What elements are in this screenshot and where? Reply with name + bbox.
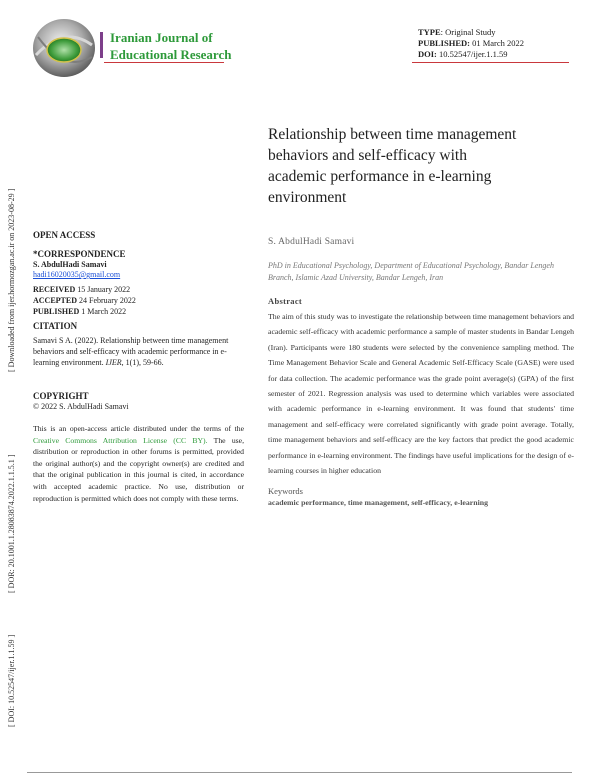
published-label: PUBLISHED: (418, 38, 470, 48)
author-name: S. AbdulHadi Samavi (268, 237, 355, 247)
license-text (33, 423, 244, 504)
citation-text (33, 335, 244, 368)
author-affiliation: PhD in Educational Psychology, Department of Educational Psychology, Bandar Lengeh Branch, Islamic Azad University, Bandar Lengeh, Iran (268, 261, 554, 282)
open-access-label: OPEN ACCESS (33, 230, 96, 240)
citation-journal: IJER (105, 358, 122, 367)
license-pre: This is an open-access article distributed under the terms of the (33, 424, 244, 433)
footer-rule (27, 772, 572, 773)
received-label: RECEIVED (33, 285, 76, 294)
abstract-heading: Abstract (268, 296, 303, 306)
keywords-text: academic performance, time management, self-efficacy, e-learning (268, 498, 488, 507)
abstract-text: The aim of this study was to investigate the relationship between time management behaviors and academic self-efficacy with academic performance a sample of master students in Bandar Lengeh (Iran). Participants were 180 students were selected by the convenience sampling method. The Time Management Behavior Scale and General Academic Self-Efficacy Scale (GASE) were used for data collection. The academic performance was the grade point average(s) (GPA) of the first semester of 2021. Regression analysis was used to determine which variables were associated with academic performance in e-learning environment. It was found that students' time management and self-efficacy were correlated significantly with grade point average. Totally, time management behaviors and self-efficacy are the key factors that predict the good academic performance in e-learning environment. The findings have useful implications for the design of e-learning courses in higher education (268, 312, 574, 476)
accepted-value: 24 February 2022 (77, 296, 136, 305)
article-title: Relationship between time management behaviors and self-efficacy with academic performance in e-learning environment (268, 126, 517, 206)
article-dates (33, 284, 244, 317)
copyright-text: © 2022 S. AbdulHadi Samavi (33, 402, 129, 411)
meta-rule (412, 62, 569, 63)
journal-logo (30, 15, 98, 81)
keywords-heading: Keywords (268, 486, 303, 496)
correspondent-email-link[interactable]: hadi16020035@gmail.com (33, 270, 121, 279)
cc-license-link[interactable]: Creative Commons Attribution License (CC BY). (33, 435, 208, 445)
correspondence-heading: *CORRESPONDENCE (33, 249, 126, 259)
journal-rule (104, 62, 224, 63)
type-value: : Original Study (440, 27, 496, 37)
side-downloaded: [ Downloaded from ijer.hormozgan.ac.ir on 2023-08-29 ] (7, 188, 16, 372)
published-date-value: 1 March 2022 (79, 307, 127, 316)
copyright-heading: COPYRIGHT (33, 391, 89, 401)
correspondent-name: S. AbdulHadi Samavi (33, 260, 107, 269)
type-label: TYPE (418, 27, 441, 37)
accepted-label: ACCEPTED (33, 296, 78, 305)
license-post: The use, distribution or reproduction in other forums is permitted, provided the original author(s) and the copyright owner(s) are credited and that the original publication in this journal is cited, in accordance with accepted academic practice. No use, distribution or reproduction is permitted which does not comply with these terms. (33, 435, 244, 503)
doi-label: DOI: (418, 49, 437, 59)
side-dor: [ DOR: 20.1001.1.28083874.2022.1.1.5.1 ] (7, 454, 16, 593)
logo-divider (100, 32, 103, 58)
citation-rest: , 1(1), 59-66. (121, 358, 164, 367)
side-doi: [ DOI: 10.52547/ijer.1.1.59 ] (7, 634, 16, 727)
received-value: 15 January 2022 (75, 285, 131, 294)
article-meta (418, 27, 524, 60)
doi-value: 10.52547/ijer.1.1.59 (436, 49, 508, 59)
published-value: 01 March 2022 (469, 38, 525, 48)
journal-name (110, 29, 231, 63)
citation-main: Samavi S A. (2022). Relationship between time management behaviors and self-efficacy with academic performance in e-learning environment. (33, 336, 229, 367)
journal-name-line2: Educational Research (110, 47, 232, 62)
journal-name-line1: Iranian Journal of (110, 30, 213, 45)
published-date-label: PUBLISHED (33, 307, 80, 316)
citation-heading: CITATION (33, 321, 78, 331)
